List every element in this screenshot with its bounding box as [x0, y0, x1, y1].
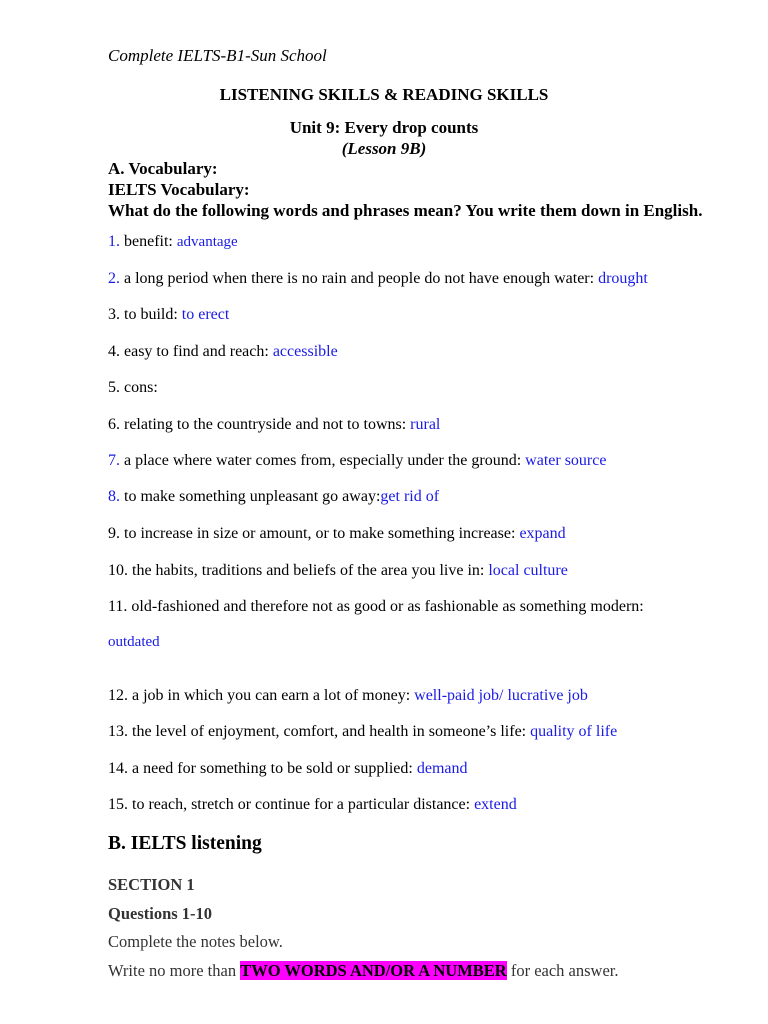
vocab-item	[108, 343, 338, 361]
vocab-text: to increase in size or amount, or to make something increase:	[120, 525, 520, 542]
vocab-item	[108, 562, 568, 580]
vocab-num: 13.	[108, 723, 128, 740]
school-header: Complete IELTS-B1-Sun School	[108, 46, 327, 65]
vocab-answer: drought	[598, 270, 648, 287]
vocab-item	[108, 306, 229, 324]
section-a-prompt: What do the following words and phrases mean? You write them down in English.	[108, 201, 703, 220]
vocab-item	[108, 525, 566, 543]
vocab-text: the habits, traditions and beliefs of the area you live in:	[128, 562, 489, 579]
vocab-num: 3.	[108, 306, 120, 323]
vocab-answer: expand	[519, 525, 566, 542]
vocab-text: to reach, stretch or continue for a particular distance:	[128, 796, 475, 813]
vocab-num: 7.	[108, 452, 120, 469]
vocab-text: easy to find and reach:	[120, 343, 273, 360]
vocab-text: a need for something to be sold or supplied:	[128, 760, 417, 777]
vocab-answer: get rid of	[380, 488, 440, 505]
vocab-item	[108, 760, 468, 778]
vocab-item	[108, 270, 648, 288]
vocab-item	[108, 452, 606, 470]
vocab-item	[108, 416, 440, 434]
unit-title: Unit 9: Every drop counts	[289, 118, 479, 137]
main-title: LISTENING SKILLS & READING SKILLS	[219, 85, 549, 104]
vocab-num: 6.	[108, 416, 120, 433]
vocab-answer: water source	[525, 452, 607, 469]
vocab-num: 2.	[108, 270, 120, 287]
vocab-text: old-fashioned and therefore not as good or as fashionable as something modern:	[127, 598, 644, 615]
vocab-item	[108, 796, 517, 814]
section-label: SECTION 1	[108, 875, 195, 894]
vocab-item	[108, 723, 617, 741]
vocab-answer: extend	[474, 796, 517, 813]
vocab-text: cons:	[120, 379, 158, 396]
vocab-num: 5.	[108, 379, 120, 396]
vocab-text: a long period when there is no rain and people do not have enough water:	[120, 270, 599, 287]
vocab-num: 4.	[108, 343, 120, 360]
vocab-text: relating to the countryside and not to towns:	[120, 416, 411, 433]
vocab-item	[108, 379, 158, 397]
vocab-answer: demand	[416, 760, 468, 777]
vocab-item	[108, 598, 644, 616]
vocab-answer: local culture	[488, 562, 568, 579]
vocab-answer: well-paid job/ lucrative job	[414, 687, 588, 704]
lesson-label: (Lesson 9B)	[341, 139, 427, 158]
section-a-heading: A. Vocabulary:	[108, 159, 218, 178]
vocab-text: the level of enjoyment, comfort, and health in someone’s life:	[128, 723, 531, 740]
vocab-text: benefit:	[120, 233, 177, 250]
vocab-item	[108, 488, 439, 506]
vocab-answer: advantage	[176, 234, 238, 250]
vocab-num: 9.	[108, 525, 120, 542]
vocab-text: a place where water comes from, especially under the ground:	[120, 452, 526, 469]
section-b-heading: B. IELTS listening	[108, 833, 262, 854]
questions-label: Questions 1-10	[108, 904, 213, 923]
vocab-answer: quality of life	[530, 723, 618, 740]
vocab-answer: rural	[410, 416, 441, 433]
instruction-post: for each answer.	[506, 961, 619, 980]
section-a-subheading: IELTS Vocabulary:	[108, 180, 250, 199]
highlighted-limit: TWO WORDS AND/OR A NUMBER	[240, 961, 507, 980]
vocab-num: 12.	[108, 687, 128, 704]
vocab-num: 8.	[108, 488, 120, 505]
vocab-num: 11.	[108, 598, 128, 615]
instruction-pre: Write no more than	[108, 961, 241, 980]
vocab-item	[108, 687, 588, 705]
vocab-num: 1.	[108, 233, 120, 250]
vocab-num: 14.	[108, 760, 128, 777]
instruction-word-limit	[108, 961, 618, 981]
vocab-item	[108, 233, 238, 251]
instruction-notes: Complete the notes below.	[108, 932, 283, 951]
vocab-answer: to erect	[181, 306, 230, 323]
vocab-num: 15.	[108, 796, 128, 813]
vocab-text: a job in which you can earn a lot of money:	[128, 687, 415, 704]
vocab-answer: accessible	[272, 343, 338, 360]
vocab-text: to build:	[120, 306, 182, 323]
vocab-answer-wrapped: outdated	[108, 634, 160, 650]
vocab-num: 10.	[108, 562, 128, 579]
vocab-text: to make something unpleasant go away:	[120, 488, 381, 505]
